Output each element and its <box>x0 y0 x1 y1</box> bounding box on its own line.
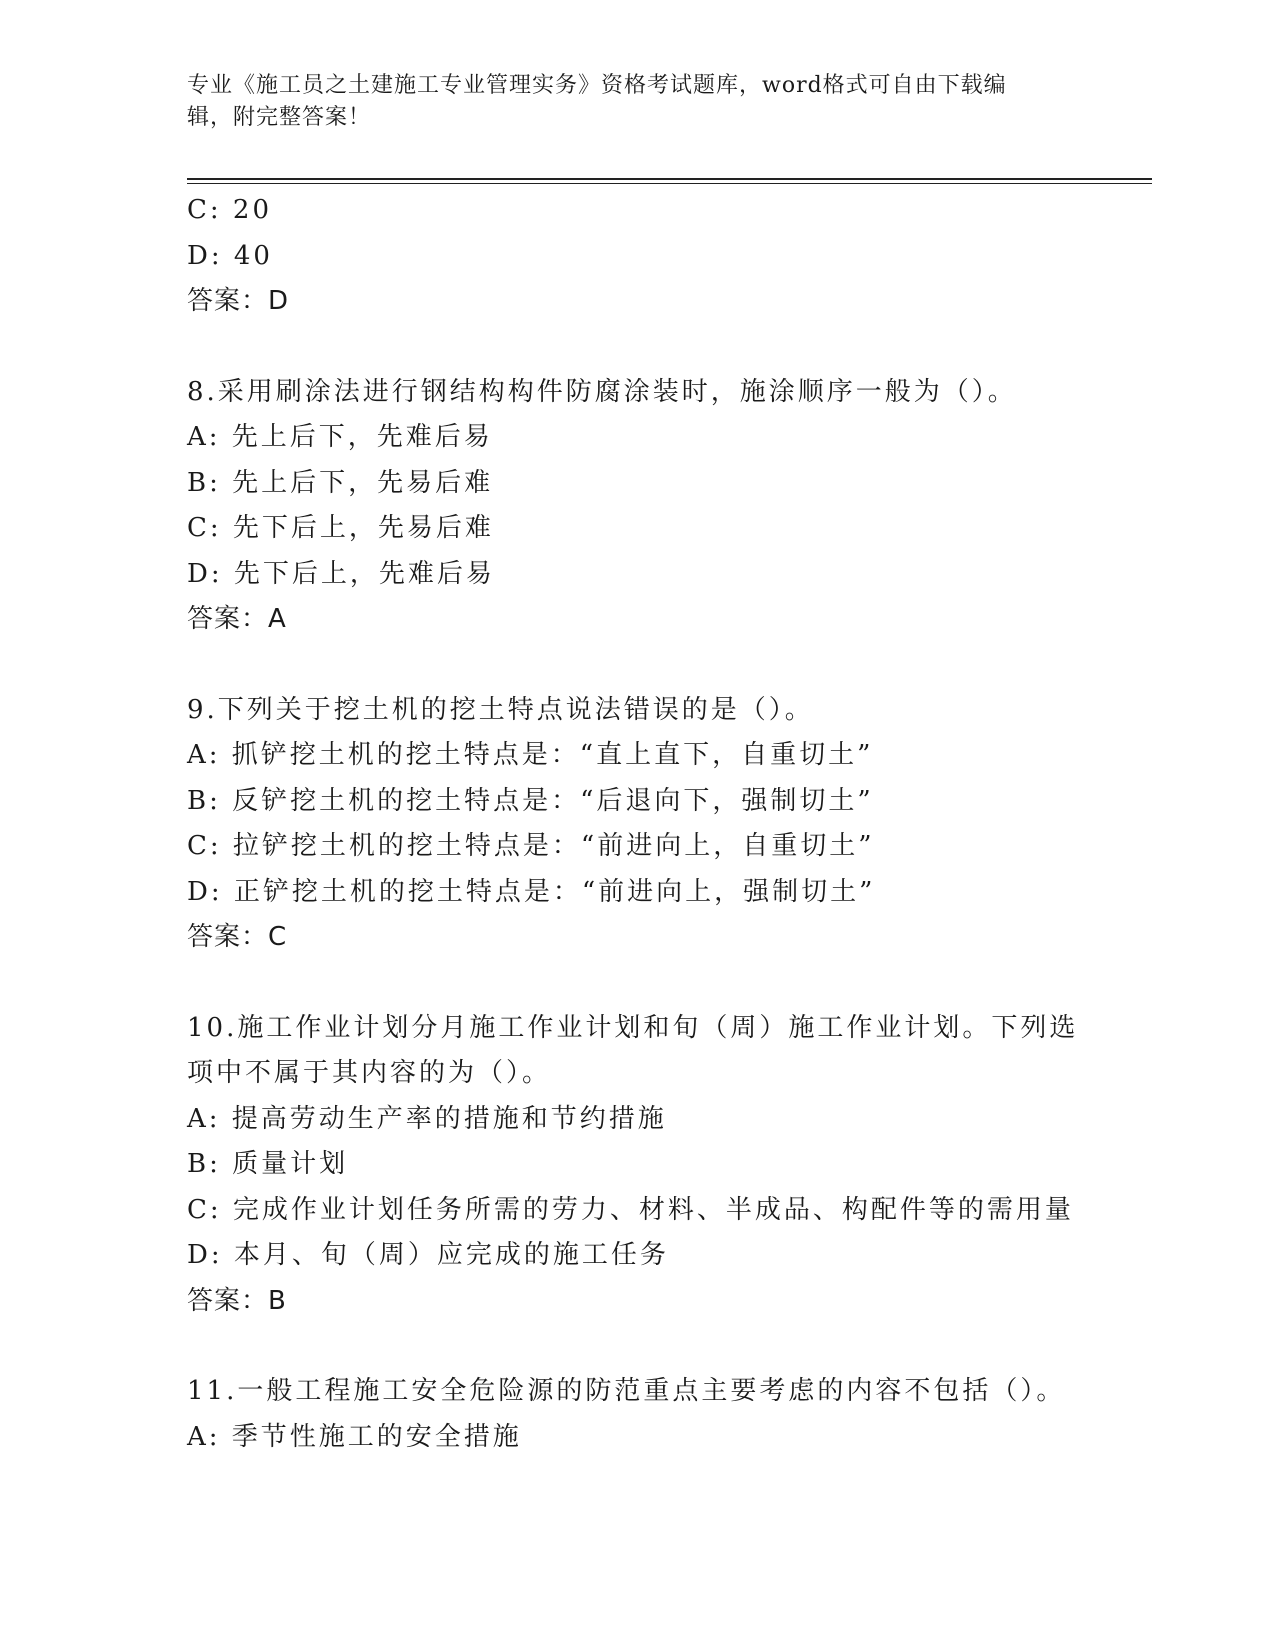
option-a: A: 先上后下，先难后易 <box>187 422 493 452</box>
option-d: D: 正铲挖土机的挖土特点是：“前进向上，强制切土” <box>187 876 876 907</box>
answer-line: 答案：D <box>187 286 290 316</box>
header-rule-thin <box>187 183 1152 184</box>
header-rule-thick <box>187 178 1152 180</box>
question-spacer <box>187 643 1087 688</box>
option-a: A: 季节性施工的安全措施 <box>187 1421 522 1452</box>
question-stem: 10.施工作业计划分月施工作业计划和旬（周）施工作业计划。下列选 <box>187 1012 1079 1043</box>
answer-line: 答案：B <box>187 1285 287 1316</box>
option-b: B: 质量计划 <box>187 1149 349 1179</box>
option-c: C: 先下后上，先易后难 <box>187 513 494 543</box>
question-spacer <box>187 1324 1087 1369</box>
question-11 <box>187 1369 1087 1460</box>
answer-line: 答案：A <box>187 604 287 634</box>
option-d: D: 先下后上，先难后易 <box>187 558 495 589</box>
previous-question-tail <box>187 188 1087 325</box>
question-8 <box>187 370 1087 643</box>
question-stem: 9.下列关于挖土机的挖土特点说法错误的是（）。 <box>187 694 814 725</box>
answer-line: 答案：C <box>187 922 288 952</box>
option-a: A: 提高劳动生产率的措施和节约措施 <box>187 1103 667 1134</box>
header-line-2: 辑，附完整答案！ <box>187 105 372 130</box>
question-stem-continued: 项中不属于其内容的为（）。 <box>187 1058 552 1088</box>
question-9 <box>187 688 1087 961</box>
question-stem: 8.采用刷涂法进行钢结构构件防腐涂装时，施涂顺序一般为（）。 <box>187 376 1017 407</box>
header-line-1: 专业《施工员之土建施工专业管理实务》资格考试题库，word格式可自由下载编 <box>187 73 1007 98</box>
option-a: A: 抓铲挖土机的挖土特点是：“直上直下，自重切土” <box>187 740 874 770</box>
question-spacer <box>187 961 1087 1006</box>
option-b: B: 先上后下，先易后难 <box>187 467 494 498</box>
option-d: D: 40 <box>187 240 273 271</box>
question-content <box>187 188 1087 1460</box>
page-header <box>187 70 1067 134</box>
option-d: D: 本月、旬（周）应完成的施工任务 <box>187 1240 669 1270</box>
option-c: C: 20 <box>187 195 273 225</box>
option-c: C: 拉铲挖土机的挖土特点是：“前进向上，自重切土” <box>187 831 875 861</box>
option-b: B: 反铲挖土机的挖土特点是：“后退向下，强制切土” <box>187 785 874 816</box>
question-spacer <box>187 325 1087 370</box>
question-stem: 11.一般工程施工安全危险源的防范重点主要考虑的内容不包括（）。 <box>187 1376 1066 1406</box>
question-10 <box>187 1006 1087 1325</box>
option-c: C: 完成作业计划任务所需的劳力、材料、半成品、构配件等的需用量 <box>187 1194 1074 1225</box>
